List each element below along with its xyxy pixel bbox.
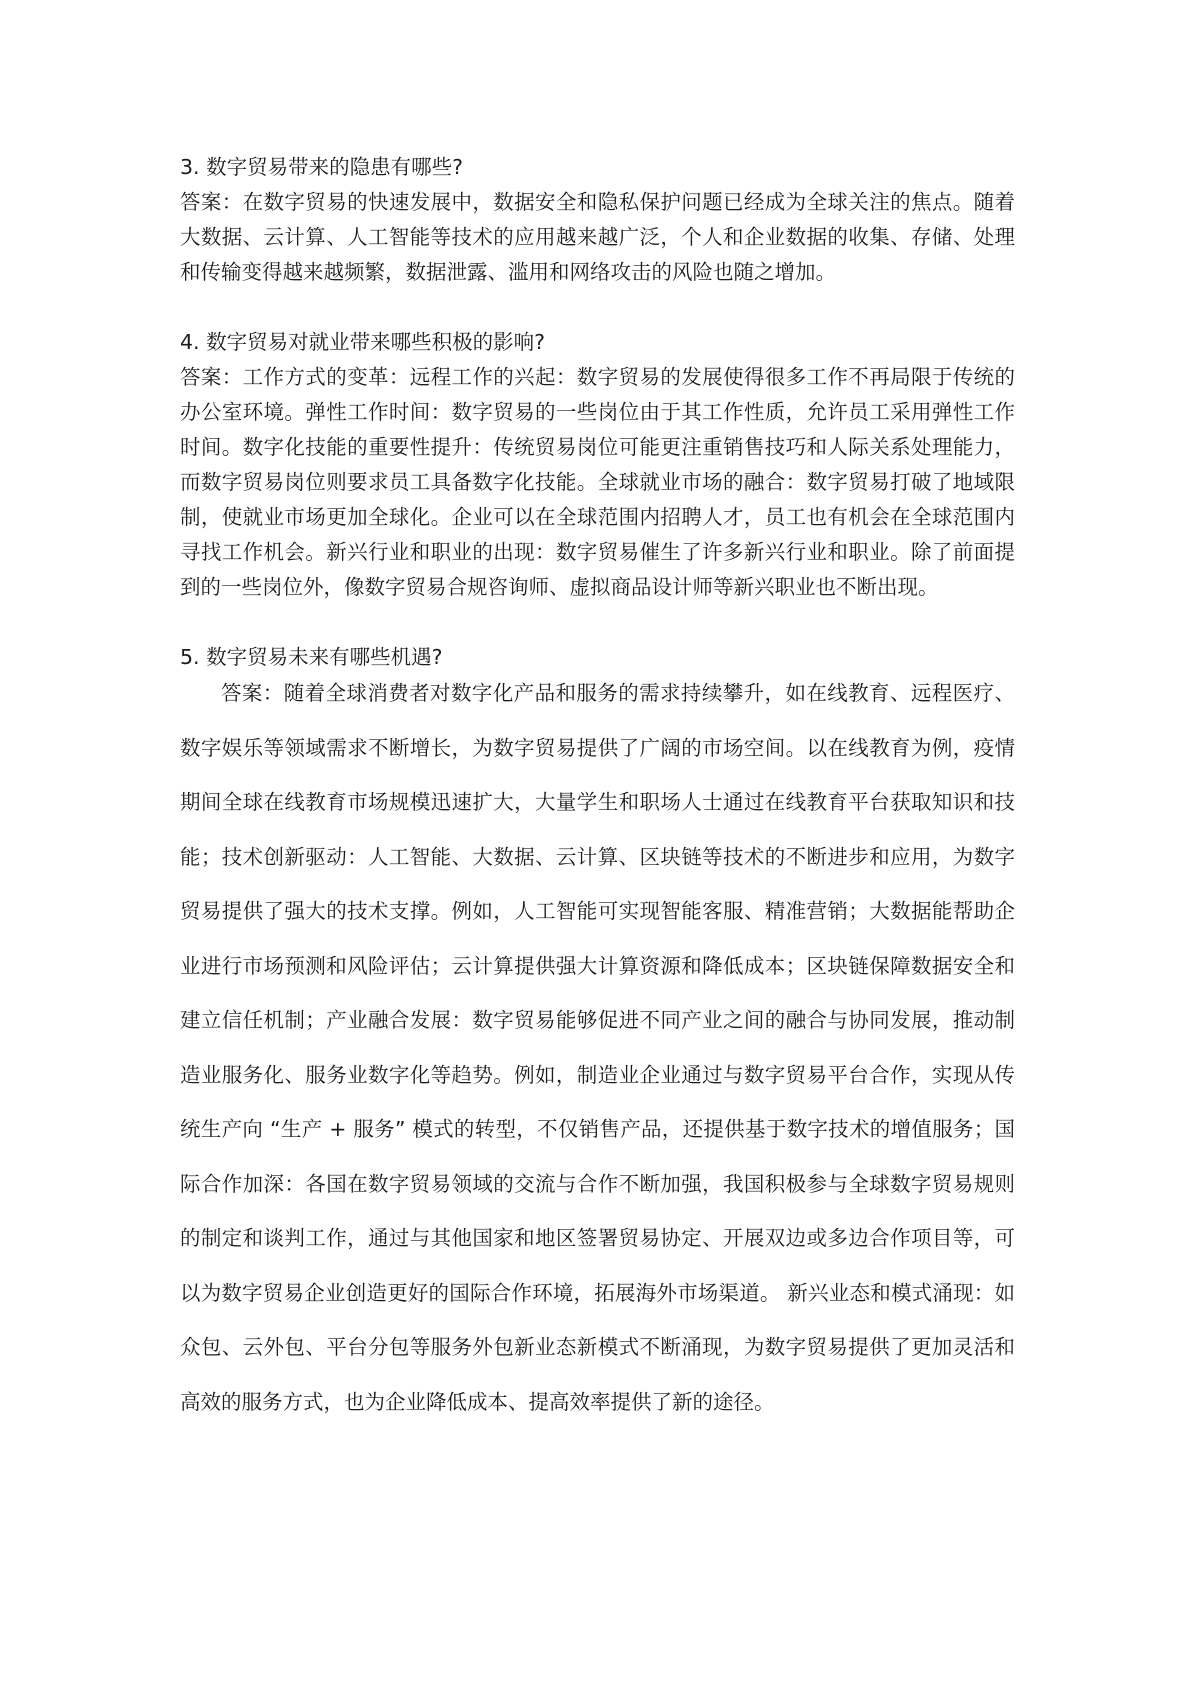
section-spacer bbox=[180, 290, 1015, 325]
answer-paragraph: 答案：工作方式的变革：远程工作的兴起：数字贸易的发展使得很多工作不再局限于传统的办公室环境。弹性工作时间：数字贸易的一些岗位由于其工作性质，允许员工采用弹性工作时间。数字化技能的重要性提升：传统贸易岗位可能更注重销售技巧和人际关系处理能力，而数字贸易岗位则要求员工具备数字化技能。全球就业市场的融合：数字贸易打破了地域限制，使就业市场更加全球化。企业可以在全球范围内招聘人才，员工也有机会在全球范围内寻找工作机会。新兴行业和职业的出现：数字贸易催生了许多新兴行业和职业。除了前面提到的一些岗位外，像数字贸易合规咨询师、虚拟商品设计师等新兴职业也不断出现。 bbox=[180, 365, 1015, 599]
qa-section-4 bbox=[180, 325, 1015, 605]
question-heading: 4. 数字贸易对就业带来哪些积极的影响? bbox=[180, 330, 545, 354]
section-spacer bbox=[180, 605, 1015, 640]
answer-paragraph: 答案：随着全球消费者对数字化产品和服务的需求持续攀升，如在线教育、远程医疗、数字娱乐等领域需求不断增长，为数字贸易提供了广阔的市场空间。以在线教育为例，疫情期间全球在线教育市场规模迅速扩大，大量学生和职场人士通过在线教育平台获取知识和技能；技术创新驱动：人工智能、大数据、云计算、区块链等技术的不断进步和应用，为数字贸易提供了强大的技术支撑。例如，人工智能可实现智能客服、精准营销；大数据能帮助企业进行市场预测和风险评估；云计算提供强大计算资源和降低成本；区块链保障数据安全和建立信任机制；产业融合发展：数字贸易能够促进不同产业之间的融合与协同发展，推动制造业服务化、服务业数字化等趋势。例如，制造业企业通过与数字贸易平台合作，实现从传统生产向 “生产 + 服务” 模式的转型，不仅销售产品，还提供基于数字技术的增值服务；国际合作加深：各国在数字贸易领域的交流与合作不断加强，我国积极参与全球数字贸易规则的制定和谈判工作，通过与其他国家和地区签署贸易协定、开展双边或多边合作项目等，可以为数字贸易企业创造更好的国际合作环境，拓展海外市场渠道。 新兴业态和模式涌现：如众包、云外包、平台分包等服务外包新业态新模式不断涌现，为数字贸易提供了更加灵活和高效的服务方式，也为企业降低成本、提高效率提供了新的途径。 bbox=[180, 681, 1015, 1414]
question-heading: 3. 数字贸易带来的隐患有哪些? bbox=[180, 155, 463, 179]
qa-section-3 bbox=[180, 150, 1015, 290]
page-content bbox=[180, 150, 1015, 1429]
answer-paragraph: 答案：在数字贸易的快速发展中，数据安全和隐私保护问题已经成为全球关注的焦点。随着大数据、云计算、人工智能等技术的应用越来越广泛，个人和企业数据的收集、存储、处理和传输变得越来越频繁，数据泄露、滥用和网络攻击的风险也随之增加。 bbox=[180, 190, 1015, 284]
question-heading: 5. 数字贸易未来有哪些机遇? bbox=[180, 645, 443, 669]
qa-section-5 bbox=[180, 640, 1015, 1429]
